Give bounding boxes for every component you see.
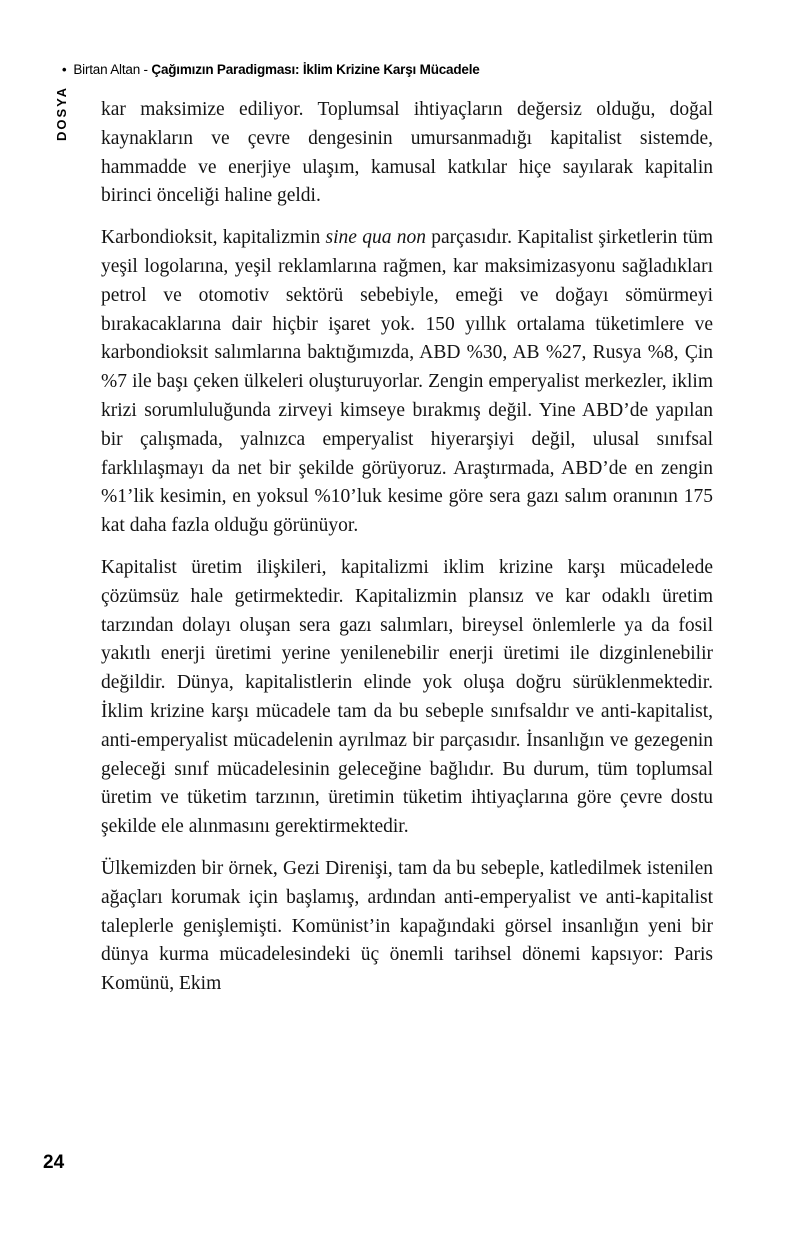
header-author: Birtan Altan - bbox=[73, 62, 152, 77]
paragraph-1: kar maksimize ediliyor. Toplumsal ihtiyaçların değersiz olduğu, doğal kaynakların ve çevre dengesinin umursanmadığı kapitalist sistemde, hammadde ve enerjiye ulaşım, kamusal katkılar hiçe sayılarak kapitalin birinci önceliği haline geldi. bbox=[101, 99, 713, 207]
paragraph-3: Kapitalist üretim ilişkileri, kapitalizmi iklim krizine karşı mücadelede çözümsüz hale getirmektedir. Kapitalizmin plansız ve kar odaklı üretim tarzından dolayı oluşan sera gazı salımları, bireysel önlemlerle ya da fosil yakıtlı enerji üretimi yerine yenilenebilir enerji üretimi ile dizginlenebilir değildir. Dünya, kapitalistlerin elinde yok oluşa doğru sürüklenmektedir. İklim krizine karşı mücadele tam da bu sebeple sınıfsaldır ve anti-kapitalist, anti-emperyalist mücadelenin ayrılmaz bir parçasıdır. İnsanlığın ve gezegenin geleceği sınıf mücadelesinin geleceğine bağlıdır. Bu durum, tüm toplumsal üretim ve tüketim tarzının, üretimin tüketim ihtiyaçlarına göre çevre dostu şekilde ele alınmasını gerektirmektedir. bbox=[101, 556, 713, 838]
header-article-title: Çağımızın Paradigması: İklim Krizine Karşı Mücadele bbox=[151, 62, 480, 77]
paragraph-2-text: Karbondioksit, kapitalizmin bbox=[101, 227, 326, 249]
article-body bbox=[101, 96, 713, 1012]
header-bullet-icon: • bbox=[62, 62, 67, 77]
paragraph-2 bbox=[101, 224, 713, 541]
section-label-vertical: DOSYA bbox=[54, 86, 69, 142]
paragraph-4: Ülkemizden bir örnek, Gezi Direnişi, tam da bu sebeple, katledilmek istenilen ağaçları korumak için başlamış, ardından anti-emperyalist ve anti-kapitalist taleplerle genişlemişti. Komünist’in kapağındaki görsel insanlığın yeni bir dünya kurma mücadelesindeki üç önemli tarihsel dönemi kapsıyor: Paris Komünü, Ekim bbox=[101, 857, 713, 995]
latin-phrase-italic: sine qua non bbox=[325, 227, 426, 249]
page-number: 24 bbox=[43, 1152, 65, 1173]
running-header bbox=[62, 62, 742, 77]
paragraph-2-text-cont: parçasıdır. Kapitalist şirketlerin tüm yeşil logolarına, yeşil reklamlarına rağmen, kar maksimizasyonu sağladıkları petrol ve otomotiv sektörü sebebiyle, emeği ve doğayı sömürmeyi bırakacaklarına dair hiçbir işaret yok. 150 yıllık ortalama tüketimlere ve karbondioksit salımlarına baktığımızda, ABD %30, AB %27, Rusya %8, Çin %7 ile başı çeken ülkeleri oluşturuyorlar. Zengin emperyalist merkezler, iklim krizi sorumluluğunda zirveyi kimseye bırakmış değil. Yine ABD’de yapılan bir çalışmada, yalnızca emperyalist hiyerarşiyi değil, ulusal sınıfsal farklılaşmayı da net bir şekilde görüyoruz. Araştırmada, ABD’de en zengin %1’lik kesimin, en yoksul %10’luk kesime göre sera gazı salım oranının 175 kat daha fazla olduğu görünüyor. bbox=[101, 227, 714, 537]
